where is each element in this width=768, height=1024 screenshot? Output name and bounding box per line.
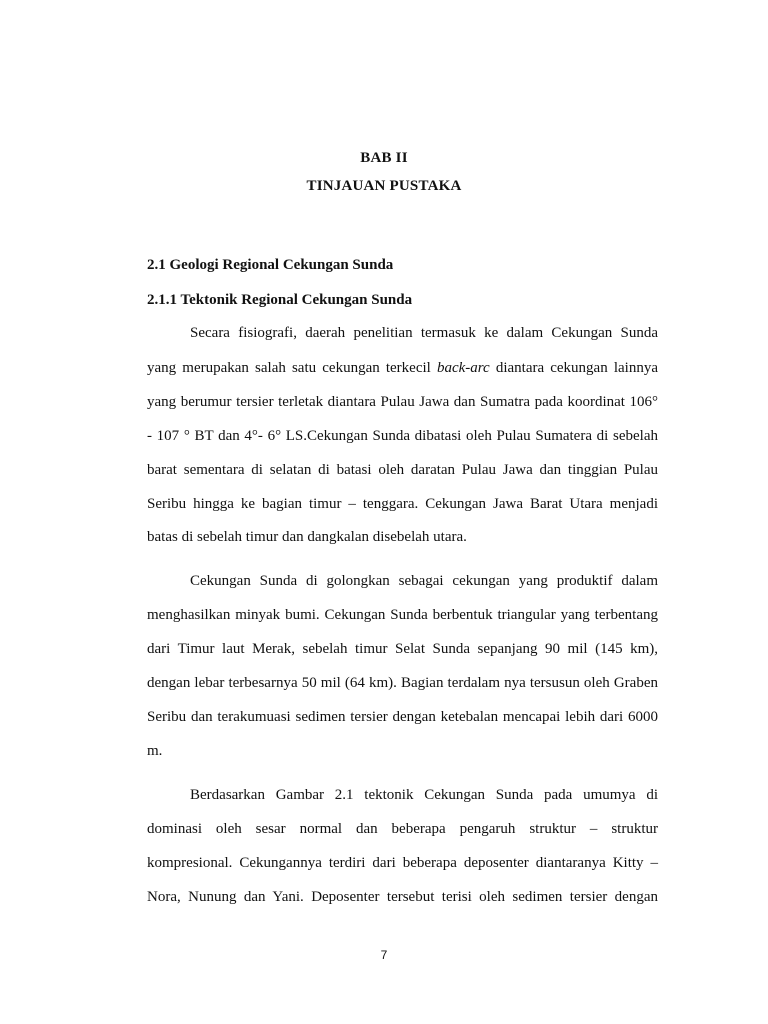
- paragraph-line: barat sementara di selatan di batasi oleh daratan Pulau Jawa dan tinggian Pulau: [147, 462, 658, 478]
- text-run: diantara cekungan lainnya: [489, 360, 658, 376]
- paragraph-line: Seribu dan terakumuasi sedimen tersier dengan ketebalan mencapai lebih dari 6000: [147, 709, 658, 725]
- page-number: 7: [380, 948, 388, 962]
- subsection-heading: 2.1.1 Tektonik Regional Cekungan Sunda: [147, 292, 413, 308]
- italic-term: back-arc: [436, 360, 490, 376]
- paragraph-line: - 107 ° BT dan 4°- 6° LS.Cekungan Sunda dibatasi oleh Pulau Sumatera di sebelah: [147, 428, 658, 444]
- chapter-label: BAB II: [360, 150, 408, 166]
- text-run: yang merupakan salah satu cekungan terkecil: [147, 360, 437, 376]
- section-heading: 2.1 Geologi Regional Cekungan Sunda: [147, 257, 394, 273]
- paragraph-line: Nora, Nunung dan Yani. Deposenter tersebut terisi oleh sedimen tersier dengan: [147, 889, 658, 905]
- paragraph-line: Berdasarkan Gambar 2.1 tektonik Cekungan Sunda pada umumya di: [190, 787, 658, 803]
- paragraph-line: dari Timur laut Merak, sebelah timur Selat Sunda sepanjang 90 mil (145 km),: [147, 641, 658, 657]
- paragraph-line: kompresional. Cekungannya terdiri dari beberapa deposenter diantaranya Kitty –: [147, 855, 658, 871]
- paragraph-line: [147, 359, 658, 377]
- paragraph-line: Secara fisiografi, daerah penelitian termasuk ke dalam Cekungan Sunda: [190, 325, 658, 341]
- paragraph-line: m.: [147, 743, 163, 759]
- paragraph-line: yang berumur tersier terletak diantara Pulau Jawa dan Sumatra pada koordinat 106°: [147, 394, 658, 410]
- paragraph-line: batas di sebelah timur dan dangkalan disebelah utara.: [147, 529, 467, 545]
- chapter-title: TINJAUAN PUSTAKA: [306, 178, 462, 194]
- paragraph-line: Seribu hingga ke bagian timur – tenggara. Cekungan Jawa Barat Utara menjadi: [147, 496, 658, 512]
- paragraph-line: menghasilkan minyak bumi. Cekungan Sunda berbentuk triangular yang terbentang: [147, 607, 658, 623]
- paragraph-line: dengan lebar terbesarnya 50 mil (64 km). Bagian terdalam nya tersusun oleh Graben: [147, 675, 658, 691]
- paragraph-line: dominasi oleh sesar normal dan beberapa pengaruh struktur – struktur: [147, 821, 658, 837]
- paragraph-line: Cekungan Sunda di golongkan sebagai cekungan yang produktif dalam: [190, 573, 658, 589]
